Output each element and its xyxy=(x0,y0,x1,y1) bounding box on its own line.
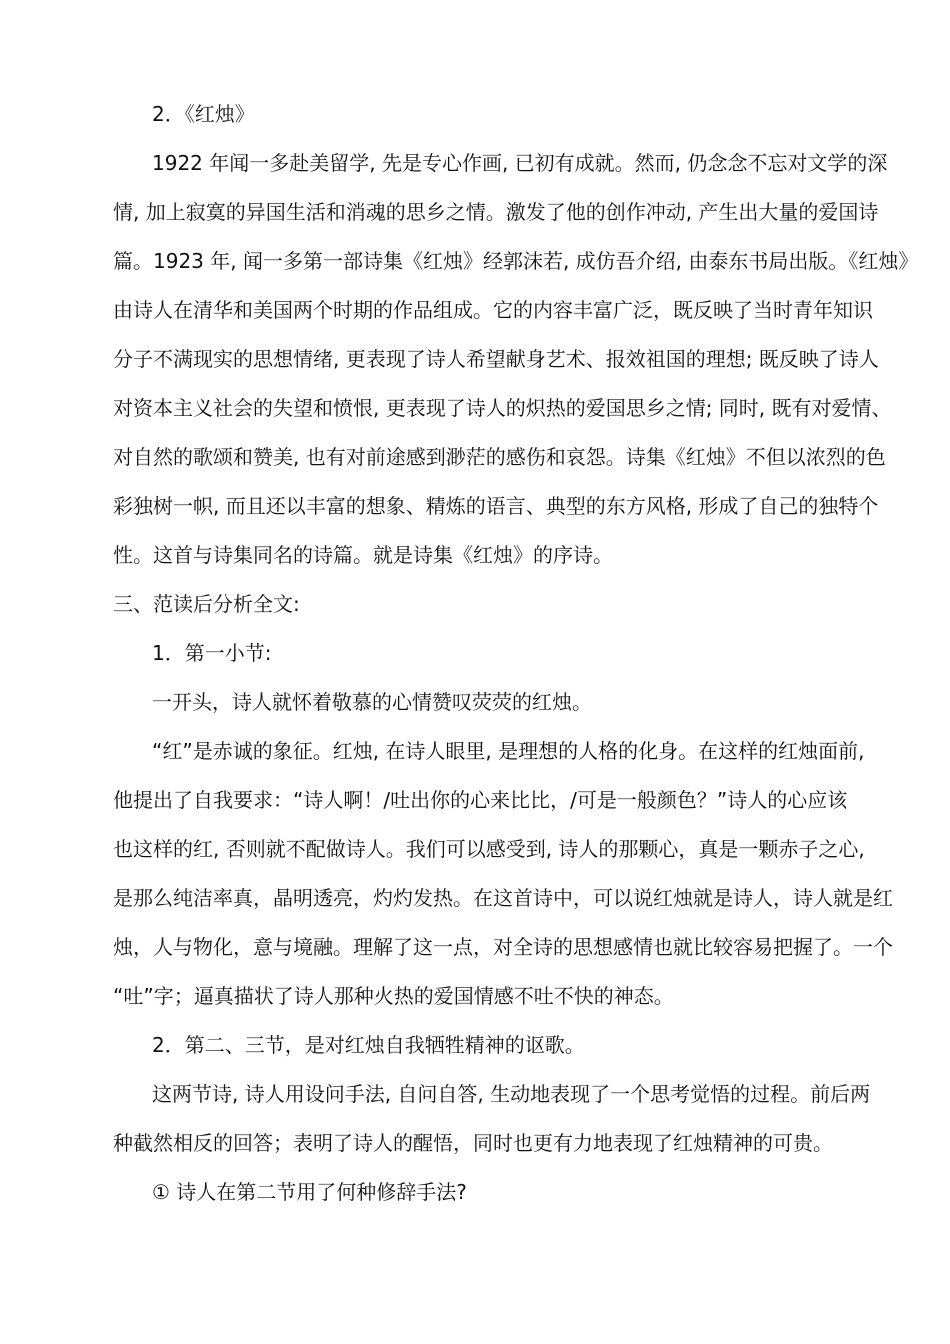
subsection-heading: 2．第二、三节，是对红烛自我牺牲精神的讴歌。 xyxy=(152,1033,585,1057)
section-heading: 三、范读后分析全文: xyxy=(113,592,300,616)
paragraph-line: 由诗人在清华和美国两个时期的作品组成。它的内容丰富广泛，既反映了当时青年知识 xyxy=(113,298,873,322)
paragraph-line: 是那么纯洁率真，晶明透亮，灼灼发热。在这首诗中，可以说红烛就是诗人，诗人就是红 xyxy=(113,886,893,910)
paragraph-line: 一开头，诗人就怀着敬慕的心情赞叹荧荧的红烛。 xyxy=(152,690,592,714)
paragraph-line: 情, 加上寂寞的异国生活和消魂的思乡之情。激发了他的创作冲动, 产生出大量的爱国诗 xyxy=(113,200,879,224)
paragraph-line: 篇。1923 年, 闻一多第一部诗集《红烛》经郭沫若, 成仿吾介绍, 由泰东书局出版。《红烛》 xyxy=(113,249,919,273)
paragraph-line: 1922 年闻一多赴美留学, 先是专心作画, 已初有成就。然而, 仍念念不忘对文学的深 xyxy=(152,151,888,175)
question-line: ① 诗人在第二节用了何种修辞手法? xyxy=(152,1180,467,1204)
paragraph-line: 这两节诗, 诗人用设问手法, 自问自答, 生动地表现了一个思考觉悟的过程。前后两 xyxy=(152,1082,871,1106)
paragraph-line: 他提出了自我要求：“诗人啊！/吐出你的心来比比，/可是一般颜色？”诗人的心应该 xyxy=(113,788,848,812)
paragraph-line: 彩独树一帜, 而且还以丰富的想象、精炼的语言、典型的东方风格, 形成了自己的独特个 xyxy=(113,494,879,518)
paragraph-line: 对资本主义社会的失望和愤恨, 更表现了诗人的炽热的爱国思乡之情; 同时, 既有对爱情、 xyxy=(113,396,892,420)
paragraph-line: 性。这首与诗集同名的诗篇。就是诗集《红烛》的序诗。 xyxy=(113,543,613,567)
subsection-heading: 1．第一小节: xyxy=(152,641,272,665)
paragraph-line: 种截然相反的回答；表明了诗人的醒悟，同时也更有力地表现了红烛精神的可贵。 xyxy=(113,1131,833,1155)
paragraph-line: 烛，人与物化，意与境融。理解了这一点，对全诗的思想感情也就比较容易把握了。一个 xyxy=(113,935,893,959)
paragraph-line: “吐”字；逼真描状了诗人那种火热的爱国情感不吐不快的神态。 xyxy=(113,984,674,1008)
paragraph-line: 也这样的红, 否则就不配做诗人。我们可以感受到, 诗人的那颗心，真是一颗赤子之心, xyxy=(113,837,865,861)
paragraph-line: “红”是赤诚的象征。红烛, 在诗人眼里, 是理想的人格的化身。在这样的红烛面前, xyxy=(152,739,865,763)
paragraph-line: 对自然的歌颂和赞美, 也有对前途感到渺茫的感伤和哀怨。诗集《红烛》不但以浓烈的色 xyxy=(113,445,886,469)
paragraph-line: 分子不满现实的思想情绪, 更表现了诗人希望献身艺术、报效祖国的理想; 既反映了诗人 xyxy=(113,347,879,371)
section-heading: 2．《红烛》 xyxy=(152,102,255,126)
